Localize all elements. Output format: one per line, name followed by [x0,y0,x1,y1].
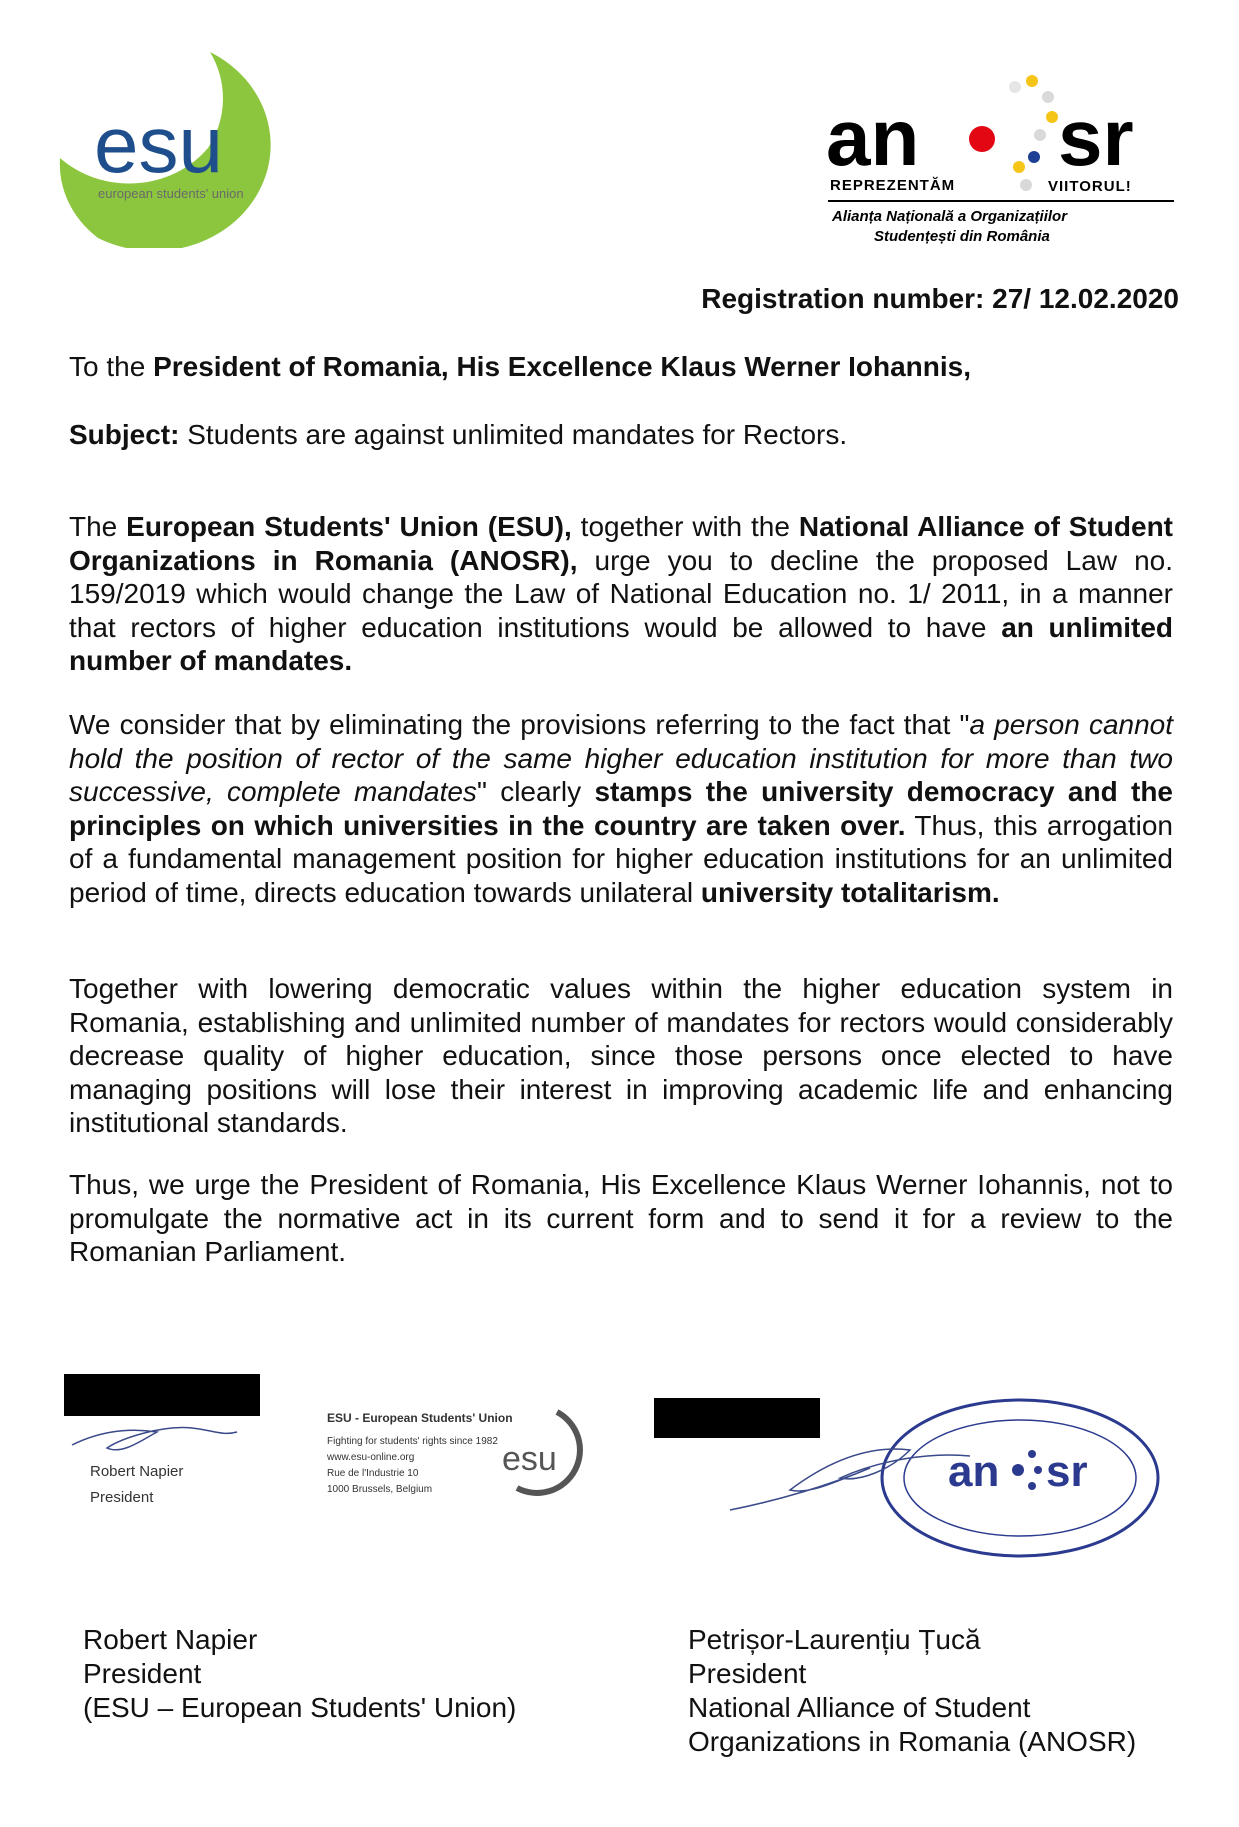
anosr-wordmark-right: sr [1058,93,1134,182]
redaction-bar [654,1398,820,1438]
anosr-subtitle-line2: Studențești din România [874,228,1050,245]
esu-tagline: european students' union [98,186,244,201]
salutation [69,350,1173,384]
redaction-bar [64,1374,260,1416]
p1-text-1: The [69,511,127,542]
esu-logo [58,48,298,248]
p2-text-3: Thus, this arrogation of a fundamental management position for higher education institutions for an unlimited period of time, directs education towards unilateral [69,809,1173,908]
stamp-line-1: Fighting for students' rights since 1982 [327,1436,498,1447]
p2-quote: a person cannot hold the position of rector of the same higher education institution for more than two successive, complete mandates [69,709,1174,807]
signatory-right-name: Petrișor-Laurențiu Țucă [688,1624,981,1655]
signatory-left [83,1623,516,1725]
stamp-esu-wordmark: esu [502,1440,557,1478]
paragraph-1 [69,510,1173,678]
stamp-line-3: Rue de l'Industrie 10 [327,1468,419,1479]
anosr-wordmark-left: an [826,93,920,182]
stamp-line-2: www.esu-online.org [327,1452,415,1463]
p1-bold-anosr: National Alliance of Student Organizations in Romania (ANOSR), [69,511,1174,576]
subject-text: Students are against unlimited mandates for Rectors. [179,419,848,450]
sig-left-name: Robert Napier [90,1463,184,1480]
esu-signature-block [62,1370,622,1530]
anosr-red-dot-icon [969,126,995,152]
sig-left-title: President [90,1489,154,1506]
paragraph-3: Together with lowering democratic values within the higher education system in Romania, establishing and unlimited number of mandates for rectors would considerably decrease quality of higher education, since those persons once elected to have managing positions will lose their interest in improving academic life and enhancing institutional standards. [69,973,1173,1138]
anosr-motto-left: REPREZENTĂM [830,177,956,194]
subject-label: Subject: [69,419,180,450]
signatory-right-title: President [688,1658,807,1689]
signatory-left-title: President [83,1658,202,1689]
subject-line [69,418,1173,452]
signatory-right [688,1623,1136,1759]
stamp-heading: ESU - European Students' Union [327,1411,513,1425]
stamp-wordmark-right: sr [1046,1447,1088,1496]
anosr-signature-block [720,1390,1180,1590]
anosr-motto-right: VIITORUL! [1048,178,1132,195]
stamp-wordmark-left: an [948,1447,1000,1496]
registration-number: Registration number: 27/ 12.02.2020 [701,283,1179,314]
anosr-logo [822,75,1182,250]
salutation-prefix: To the [69,351,154,382]
p1-text-3: urge you to decline the proposed Law no. 159/2019 which would change the Law of National Education no. 1/ 2011, in a manner that rectors of higher education institutions would be allowed to have [69,544,1174,643]
signatory-left-org: (ESU – European Students' Union) [83,1692,517,1723]
paragraph-2 [69,708,1173,909]
esu-wordmark: esu [94,100,223,189]
p1-text-2: together with the [571,511,799,542]
paragraph-4: Thus, we urge the President of Romania, His Excellence Klaus Werner Iohannis, not to promulgate the normative act in its current form and to send it for a review to the Romanian Parliament. [69,1169,1173,1267]
p1-bold-esu: European Students' Union (ESU), [126,511,572,542]
handwritten-signature-icon [730,1449,970,1510]
p1-bold-mandates: an unlimited number of mandates. [69,611,1174,676]
anosr-subtitle-line1: Alianța Națională a Organizațiilor [832,208,1068,225]
signatory-left-name: Robert Napier [83,1624,258,1655]
signatory-right-org-line2: Organizations in Romania (ANOSR) [688,1726,1137,1757]
stamp-line-4: 1000 Brussels, Belgium [327,1484,433,1495]
salutation-recipient: President of Romania, His Excellence Klaus Werner Iohannis, [153,351,972,382]
p2-bold-2: university totalitarism. [700,876,1000,908]
p2-text-1: We consider that by eliminating the provisions referring to the fact that " [69,709,970,740]
handwritten-signature-icon [72,1428,237,1450]
signatory-right-org-line1: National Alliance of Student [688,1692,1031,1723]
p2-text-2: " clearly [476,776,595,807]
p2-bold-1: stamps the university democracy and the principles on which universities in the country are taken over. [69,776,1173,841]
